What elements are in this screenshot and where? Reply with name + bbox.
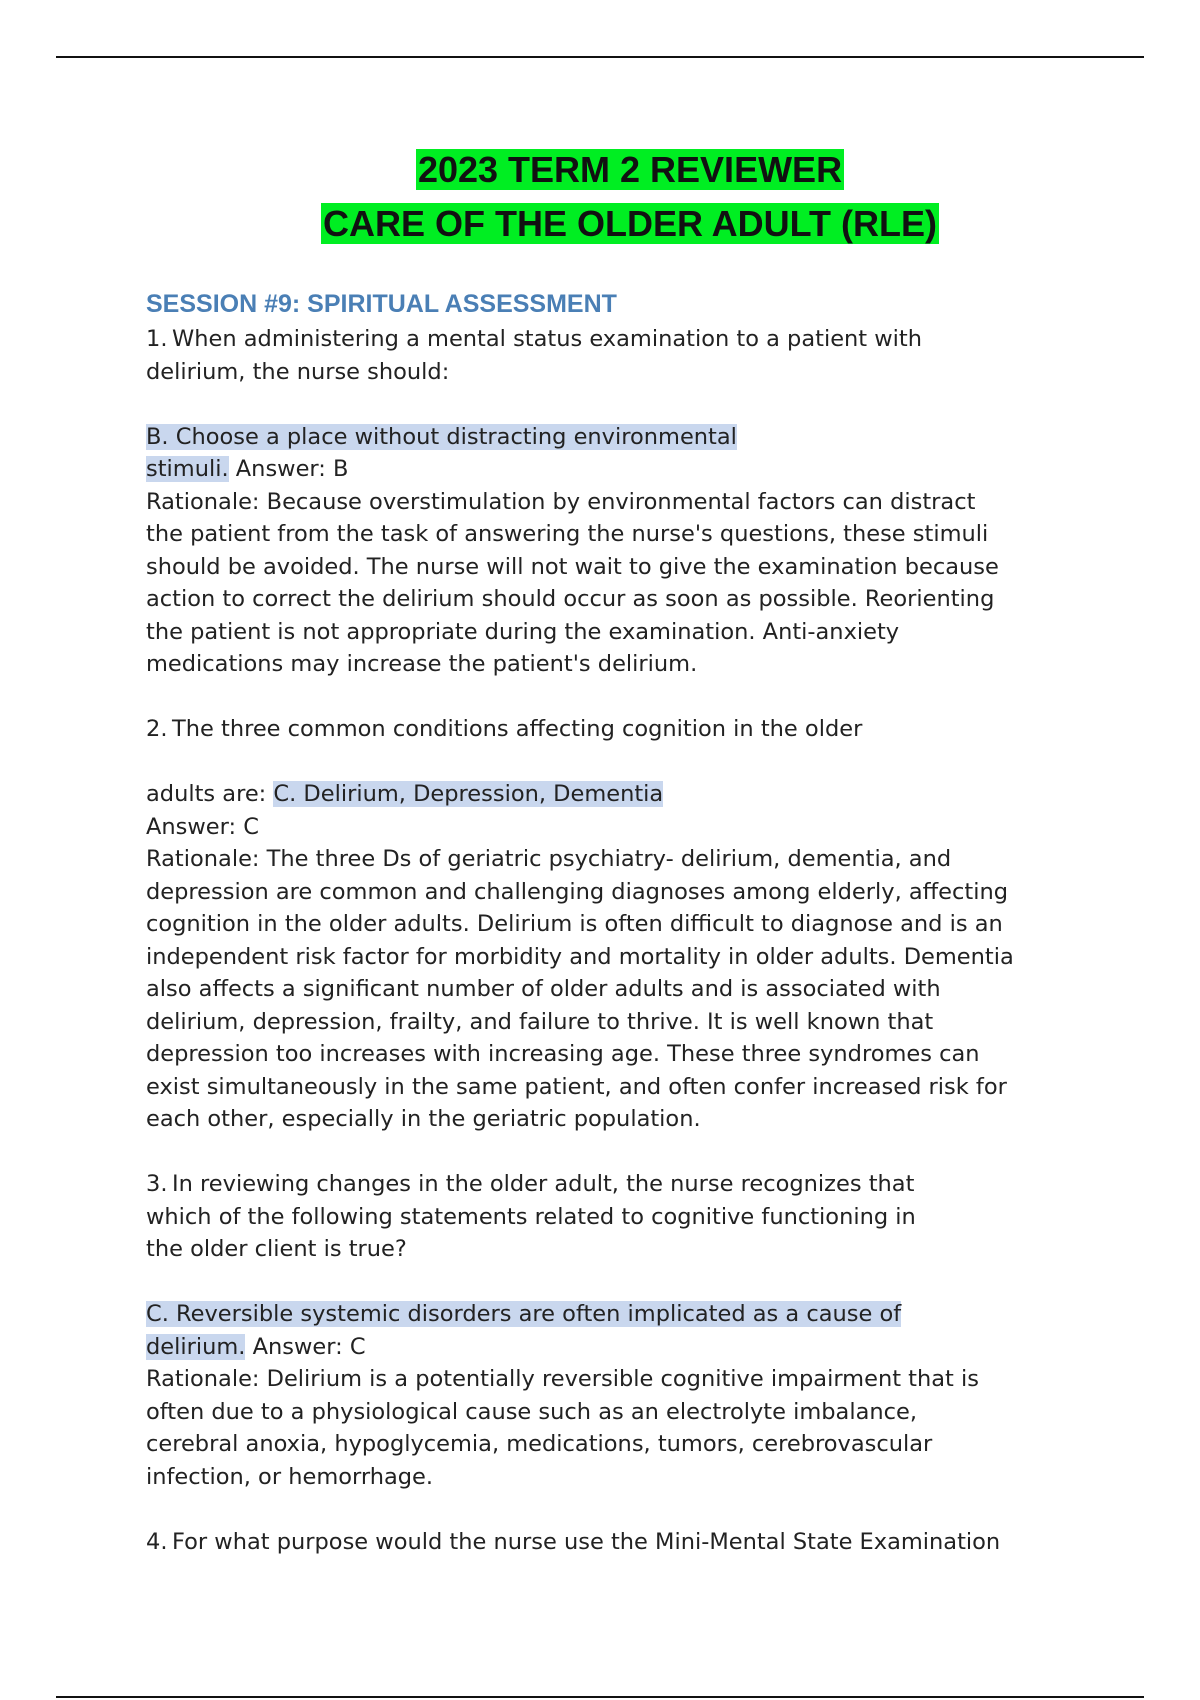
q1-line-2: delirium, the nurse should: — [146, 358, 450, 385]
q1-answer-label: Answer: B — [228, 456, 349, 482]
q2-rationale-7: depression too increases with increasing age. These three syndromes can — [146, 1041, 980, 1067]
q1-answer-highlight-2: stimuli. — [146, 456, 229, 482]
q1-line-1 — [146, 323, 1086, 356]
q1-rationale-5: the patient is not appropriate during the examination. Anti-anxiety — [146, 618, 900, 645]
q1-number: 1. — [146, 326, 168, 352]
q4-text: For what purpose would the nurse use the Mini-Mental State Examination — [172, 1528, 1001, 1555]
q3-answer-highlight-2: delirium. — [146, 1333, 246, 1360]
section-heading: SESSION #9: SPIRITUAL ASSESSMENT — [146, 290, 617, 318]
q3-number: 3. — [146, 1171, 168, 1197]
title-line-1: 2023 TERM 2 REVIEWER — [417, 149, 843, 190]
q2-number: 2. — [146, 716, 168, 742]
q2-answer-label: Answer: C — [146, 813, 259, 840]
q3-rationale-4: infection, or hemorrhage. — [146, 1463, 434, 1490]
q2-rationale-3: cognition in the older adults. Delirium is often difficult to diagnose and is an — [146, 911, 1003, 937]
title-line-2: CARE OF THE OLDER ADULT (RLE) — [323, 203, 937, 244]
q1-rationale-2: the patient from the task of answering the nurse's questions, these stimuli — [146, 521, 989, 547]
q2-rationale-5: also affects a significant number of older adults and is associated with — [146, 976, 941, 1002]
q2-rationale-9: each other, especially in the geriatric population. — [146, 1106, 701, 1132]
q2-rationale-2: depression are common and challenging diagnoses among elderly, affecting — [146, 878, 1008, 905]
q1-answer-line-2 — [146, 453, 1086, 486]
q3-line-2: which of the following statements related to cognitive functioning in — [146, 1203, 916, 1230]
q2-line-2 — [146, 778, 1086, 811]
q1-text: When administering a mental status examination to a patient with — [172, 326, 923, 352]
q1-rationale-3: should be avoided. The nurse will not wait to give the examination because — [146, 553, 999, 580]
q3-line-3: the older client is true? — [146, 1236, 407, 1262]
q1-answer-line-1 — [146, 421, 1086, 454]
q2-rationale-4: independent risk factor for morbidity and mortality in older adults. Dementia — [146, 943, 1014, 970]
q3-answer-highlight: C. Reversible systemic disorders are often implicated as a cause of — [146, 1301, 902, 1327]
bottom-rule — [56, 1696, 1144, 1698]
q3-answer-line-1 — [146, 1298, 1086, 1331]
q3-answer-label: Answer: C — [245, 1333, 366, 1360]
q3-answer-line-2 — [146, 1331, 1086, 1364]
q1-rationale-6: medications may increase the patient's delirium. — [146, 651, 698, 677]
q3-rationale-1: Rationale: Delirium is a potentially reversible cognitive impairment that is — [146, 1366, 979, 1392]
q3-line-1 — [146, 1168, 1086, 1201]
q1-rationale-4: action to correct the delirium should occur as soon as possible. Reorienting — [146, 586, 995, 612]
q2-line-1 — [146, 713, 1086, 746]
q3-text: In reviewing changes in the older adult, the nurse recognizes that — [172, 1171, 915, 1197]
q2-rationale-1: Rationale: The three Ds of geriatric psychiatry- delirium, dementia, and — [146, 846, 952, 872]
q2-rationale-6: delirium, depression, frailty, and failure to thrive. It is well known that — [146, 1008, 934, 1035]
q4-line-1 — [146, 1526, 1086, 1559]
q3-rationale-3: cerebral anoxia, hypoglycemia, medications, tumors, cerebrovascular — [146, 1431, 933, 1457]
q2-text: The three common conditions affecting cognition in the older — [172, 716, 863, 742]
q4-number: 4. — [146, 1528, 168, 1555]
q1-answer-highlight: B. Choose a place without distracting environmental — [146, 423, 737, 450]
q3-rationale-2: often due to a physiological cause such as an electrolyte imbalance, — [146, 1398, 917, 1425]
q2-prefix: adults are: — [146, 781, 274, 807]
q2-answer-highlight: C. Delirium, Depression, Dementia — [273, 781, 664, 807]
document-body — [146, 323, 1086, 1558]
top-rule — [56, 56, 1144, 58]
q2-rationale-8: exist simultaneously in the same patient, and often confer increased risk for — [146, 1073, 1007, 1100]
q1-rationale-1: Rationale: Because overstimulation by environmental factors can distract — [146, 488, 976, 515]
